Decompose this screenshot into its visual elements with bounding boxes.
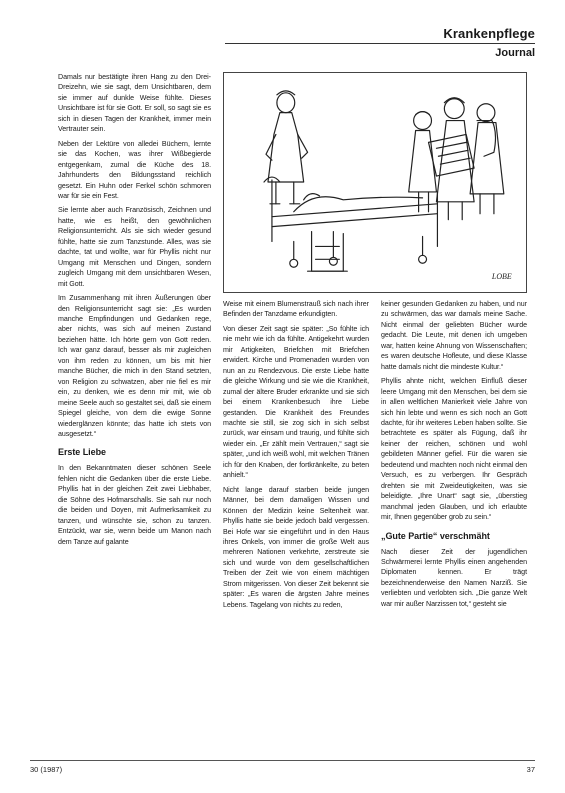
- paragraph: Im Zusammenhang mit ihren Äußerungen über den Religionsunterricht sagt sie: „Es wurden manche Empfindungen und Gedanken rege, aber nichts, was sich auf meinen Zustand beziehen hätte. Ich hörte gern von Gott reden. Ich war ganz darauf, besser als mir zugleichen von ihm reden zu können, um bis mit hier manche Bücher, die mich in den Stand setzten, von Religion zu schwatzen, aber nie fiel es mir ein, zu denken, wie es denn mir mit, wie ob meine Seele auch so gestaltet sei, daß sie einem Spiegel gleiche, von dem die ewige Sonne wiederglänzen könnte; das hatte ich stets von ausgesetzt.“: [58, 294, 211, 438]
- text-column-1: [58, 72, 211, 551]
- paragraph: Phyllis ahnte nicht, welchen Einfluß dieser leere Umgang mit den Menschen, bei dem sie in allen weltlichen Manierkeit viele Jahre von sich hin lebte und wenn es sich noch an Gott dachte, für ihr weiteres Leben haben sollte. Sie betrachtete es später als Fügung, daß ihr keiner der reichen, schönen und wohl gebildeten Männer gefiel. Für die waren sie bedeutend und machten noch nicht einmal den Versuch, es zu verbergen. Ihr Gespräch drehten sie mit Zweideutigkeiten, was sie beleidigte. „Ihre Unart“ sagt sie, „überstieg manchmal jeden Glauben, und ich erlaubte mir, Ihnen gegenüber grob zu sein.“: [381, 377, 527, 522]
- text-column-3: [381, 299, 527, 613]
- header-rule: [225, 43, 535, 44]
- section-title: Journal: [495, 47, 535, 59]
- hospital-bed: [264, 177, 437, 267]
- paragraph: keiner gesunden Gedanken zu haben, und nur zu schwärmen, das war damals meine Sache. Nicht einmal der geliebten Bücher wurde gedacht. Die Leute, mit denen ich umgeben war, hatten keine Ahnung von Wissenschaften; es waren deutsche Hofleute, und diese Klasse hatte damals nicht die mindeste Kultur.“: [381, 300, 527, 371]
- paragraph: Nicht lange darauf starben beide jungen Männer, bei dem damaligen Wissen und Können der Medizin keine Seltenheit war. Phyllis hatte sie beide jedoch bald vergessen. Bei Hofe war sie eingeführt und in den Haus ihres Onkels, von immer die große Welt aus mehreren Nationen verkehrte, zerstreute sie sich und wurde von dem gesellschaftlichen Treiben der Zeit wie von einem mächtigen Strom mitgerissen. Von dieser Zeit bekennt sie später: „Es waren die ärgsten Jahre meines Lebens. Tagelang von nichts zu reden,: [223, 485, 369, 609]
- subheading: „Gute Partie“ verschmäht: [381, 530, 490, 541]
- medical-device: [308, 232, 348, 272]
- doctor-figures: [409, 98, 504, 220]
- page-number: 37: [526, 765, 535, 774]
- paragraph: Neben der Lektüre von alledei Büchern, lernte sie das Kochen, was ihrer Wißbegierde entgegenkam, zumal die Küche des 18. Jahrhunderts den Bildungsstand reichlich gesetzt. Ein Huhn oder Ferkel schön schmoren war für sie ein Fest.: [58, 139, 211, 200]
- subheading: Erste Liebe: [58, 447, 106, 458]
- text-column-2: [223, 299, 369, 614]
- paragraph: Von dieser Zeit sagt sie später: „So fühlte ich nie mehr wie ich da fühlte. Antigekehrt wurden mir Artigkeiten, Briefchen mit Briefchen erwidert. Kirche und Promenaden wurden von nun an zu Rendezvous. Die erste Liebe hatte die gleiche Wirkung und sie wie die Krankheit, zumal der ältere Bruder erkrankte und sie sich bei einem Krankenbesuch ihre Liebe gestanden. Die Krankheit des Freundes machte sie still, sie zog sich in sich selbst zurück, war einsam und traurig, und fühlte sich wieder ein. „Er zählt mein Vertrauen,“ sagt sie später, „und ich weiß wohl, mit welchen Tränen ich für den Knaben, der fortkränkelte, zu beten anhielt.“: [223, 324, 369, 480]
- paragraph: Damals nur bestätigte ihren Hang zu den Drei-Dreizehn, wie sie sagt, dem Unsichtbaren, dem sie immer auf dunkle Weise fühlte. Dieses Unsichtbare ist für sie Gott. Er soll, so sagt sie es sich in diesen Tagen der Krankheit, immer mein Vertrauter sein.: [58, 73, 211, 134]
- issue-number: 30 (1987): [30, 765, 63, 774]
- paragraph: Sie lernte aber auch Französisch, Zeichnen und hatte, wie es heißt, den gewöhnlichen Religionsunterricht. Als sie sich wieder gesund fühlte, hatte sie zum Tanzstunde. Alles, was sie dachte, tat und wollte, war für Phyllis nicht nur Umgang mit Menschen und Dingen, sondern zugleich Umgang mit dem unsichtbaren Wesen, mit Gott.: [58, 206, 211, 288]
- paragraph: Weise mit einem Blumenstrauß sich nach ihrer Befinden der Tanzdame erkundigten.: [223, 300, 369, 319]
- paragraph: Nach dieser Zeit der jugendlichen Schwärmerei lernte Phyllis einen angehenden Diplomaten kennen. Er trägt bezeichnenderweise den Namen Narziß. Sie verliebten und verlobten sich. „Die ganze Welt war mir außer Narzissen tot,“ gesteht sie: [381, 547, 527, 608]
- footer-rule: [30, 760, 535, 761]
- cartoon-drawing: [224, 73, 526, 292]
- paragraph: In den Bekanntmaten dieser schönen Seele fehlen nicht die Gedanken über die erste Liebe. Phyllis hat in der gleichen Zeit zwei Liebhaber, die Söhne des Hofmarschalls. Sie sah nur noch die beiden und Doyen, mit Aufmerksamkeit zu tanzen, und wünschte sie, schon zu tanzen. Entzückt, war sie, wenn beide um Manon nach dem Tanze auf galante: [58, 464, 211, 546]
- magazine-title: Krankenpflege: [443, 26, 535, 41]
- cartoon-illustration: [223, 72, 527, 293]
- cartoon-signature: LOBE: [491, 272, 512, 282]
